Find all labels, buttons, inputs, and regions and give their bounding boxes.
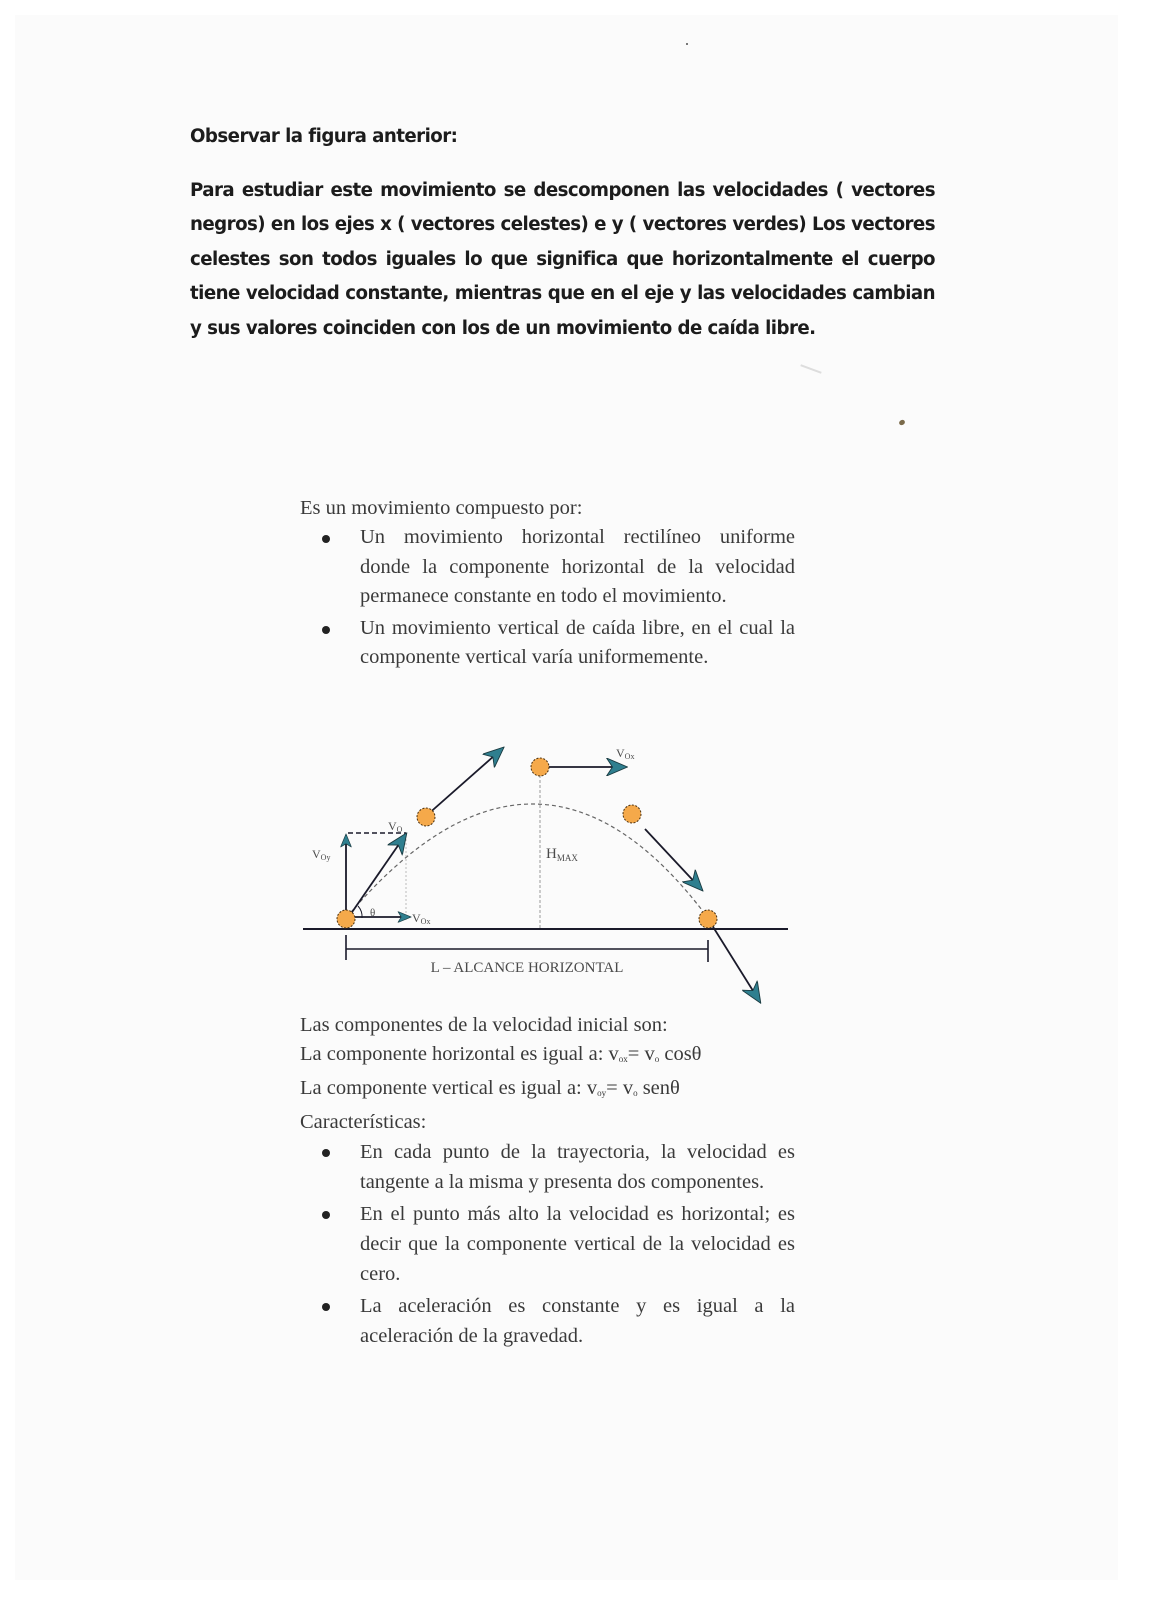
- svg-text:VOx: VOx: [616, 746, 635, 761]
- intro-section: [190, 120, 935, 346]
- initial-velocity-section: [300, 1011, 795, 1353]
- bullet-icon: [322, 1149, 330, 1157]
- composition-list: [300, 523, 795, 673]
- list-item: La aceleración es constante y es igual a la aceleración de la gravedad.: [300, 1291, 795, 1351]
- bullet-icon: [322, 535, 330, 543]
- composition-section: [300, 494, 795, 673]
- projectile-diagram: [300, 740, 800, 1020]
- trajectory-path: [346, 804, 708, 918]
- horizontal-component-formula: La componente horizontal es igual a: $v_{ox}= v_o$ cosθ: [300, 1043, 702, 1065]
- bullet-icon: [322, 626, 330, 634]
- range-label: L – ALCANCE HORIZONTAL: [430, 960, 624, 976]
- composition-lead: Es un movimiento compuesto por:: [300, 497, 583, 519]
- list-item: En el punto más alto la velocidad es horizontal; es decir que la componente vertical de la velocidad es cero.: [300, 1199, 795, 1289]
- characteristics-label: Características:: [300, 1111, 427, 1133]
- bullet-icon: [322, 1303, 330, 1311]
- list-item: Un movimiento horizontal rectilíneo uniforme donde la componente horizontal de la velocidad permanece constante en todo el movimiento.: [300, 523, 795, 612]
- v0-vector: [348, 834, 406, 918]
- bullet-icon: [322, 1211, 330, 1219]
- svg-text:VOx: VOx: [412, 911, 431, 926]
- svg-text:VO: VO: [388, 819, 403, 834]
- vertical-component-formula: La componente vertical es igual a: $v_{oy}= v_o$ senθ: [300, 1077, 680, 1099]
- svg-text:VOy: VOy: [312, 847, 331, 862]
- intro-heading: Observar la figura anterior:: [190, 126, 458, 147]
- scan-speck: [686, 43, 688, 45]
- list-item: En cada punto de la trayectoria, la velocidad es tangente a la misma y presenta dos componentes.: [300, 1137, 795, 1197]
- list-item: Un movimiento vertical de caída libre, en el cual la componente vertical varía uniformemente.: [300, 614, 795, 673]
- initial-velocity-lead: Las componentes de la velocidad inicial son:: [300, 1014, 668, 1036]
- svg-text:HMAX: $H_{MAX}$: [546, 846, 578, 863]
- characteristics-list: [300, 1137, 795, 1351]
- svg-text:θ: θ: [370, 907, 376, 919]
- ball-icon: [337, 758, 717, 928]
- intro-paragraph: Para estudiar este movimiento se descomponen las velocidades ( vectores negros) en los ejes x ( vectores celestes) e y ( vectores verdes) Los vectores celestes son todos iguales lo que significa que horizontalmente el cuerpo tiene velocidad constante, mientras que en el eje y las velocidades cambian y sus valores coinciden con los de un movimiento de caída libre.: [190, 180, 935, 339]
